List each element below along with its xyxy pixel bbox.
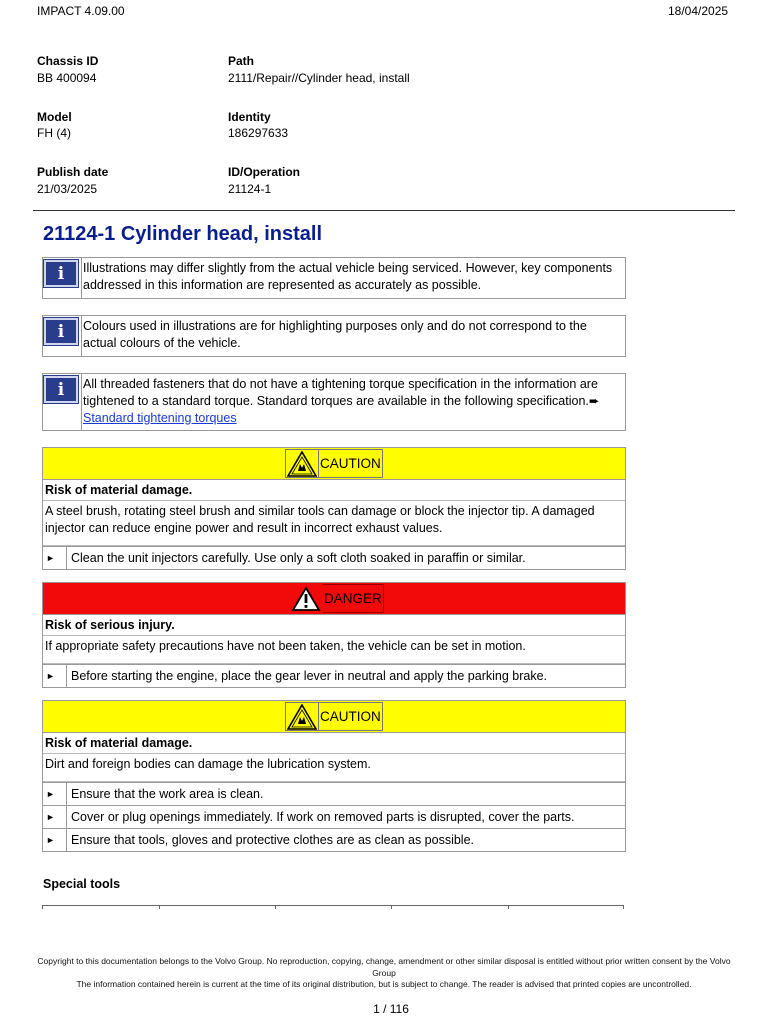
risk-heading: Risk of material damage. — [43, 733, 625, 754]
caution-box-lubrication — [42, 700, 626, 852]
risk-description: If appropriate safety precautions have not been taken, the vehicle can be set in motion. — [43, 636, 625, 664]
app-version: IMPACT 4.09.00 — [37, 4, 125, 18]
caution-hand-warning-icon — [285, 702, 319, 731]
standard-torques-link[interactable]: Standard tightening torques — [83, 411, 237, 425]
info-icon: i — [44, 318, 78, 345]
risk-description: A steel brush, rotating steel brush and similar tools can damage or block the injector tip. A damaged injector can reduce engine power and result in incorrect exhaust values. — [43, 501, 625, 546]
step-item — [43, 783, 625, 805]
print-date: 18/04/2025 — [668, 4, 729, 18]
chassis-id-value: BB 400094 — [37, 71, 97, 85]
publish-date-value: 21/03/2025 — [37, 182, 98, 196]
model-label: Model — [37, 110, 72, 124]
danger-label: DANGER — [323, 584, 384, 613]
risk-heading: Risk of material damage. — [43, 480, 625, 501]
step-item — [43, 665, 625, 687]
info-icon: i — [44, 376, 78, 403]
info-box-colours — [42, 315, 626, 357]
danger-exclamation-icon — [289, 584, 323, 613]
danger-box-motion — [42, 582, 626, 688]
step-item — [43, 547, 625, 569]
chassis-id-label: Chassis ID — [37, 54, 99, 68]
caution-label: CAUTION — [319, 449, 383, 478]
special-tools-heading: Special tools — [43, 877, 121, 891]
caution-bar — [43, 701, 625, 733]
step-text: Ensure that tools, gloves and protective clothes are as clean as possible. — [71, 833, 475, 847]
info-text: Illustrations may differ slightly from the actual vehicle being serviced. However, key components addressed in this information are represented as accurately as possible. — [83, 261, 613, 292]
info-text-body: All threaded fasteners that do not have a tightening torque specification in the information are tightened to a standard torque. Standard torques are available in the following specification. — [83, 377, 598, 408]
info-icon: i — [44, 260, 78, 287]
bullet-arrow-icon: ► — [43, 547, 67, 569]
info-box-illustrations — [42, 257, 626, 299]
bullet-arrow-icon: ► — [43, 806, 67, 828]
path-label: Path — [228, 54, 255, 68]
step-text: Ensure that the work area is clean. — [71, 787, 264, 801]
page-number: 1 / 116 — [373, 1002, 409, 1016]
link-arrow-icon: ➨ — [588, 394, 600, 408]
page-title: 21124-1 Cylinder head, install — [43, 223, 323, 245]
bullet-arrow-icon: ► — [43, 829, 67, 851]
caution-label: CAUTION — [319, 702, 383, 731]
bullet-arrow-icon: ► — [43, 665, 67, 687]
risk-description: Dirt and foreign bodies can damage the lubrication system. — [43, 754, 625, 782]
risk-heading: Risk of serious injury. — [43, 615, 625, 636]
step-text: Cover or plug openings immediately. If work on removed parts is disrupted, cover the parts. — [71, 810, 575, 824]
caution-bar — [43, 448, 625, 480]
danger-bar — [43, 583, 625, 615]
info-text — [82, 374, 625, 430]
info-text: Colours used in illustrations are for highlighting purposes only and do not correspond to the actual colours of the vehicle. — [83, 319, 587, 350]
step-text: Before starting the engine, place the gear lever in neutral and apply the parking brake. — [71, 669, 548, 683]
id-operation-label: ID/Operation — [228, 165, 301, 179]
step-item — [43, 805, 625, 828]
header-divider — [33, 210, 735, 211]
step-text: Clean the unit injectors carefully. Use only a soft cloth soaked in paraffin or similar. — [71, 551, 526, 565]
id-operation-value: 21124-1 — [228, 182, 272, 196]
identity-value: 186297633 — [228, 126, 289, 140]
identity-label: Identity — [228, 110, 271, 124]
bullet-arrow-icon: ► — [43, 783, 67, 805]
footer-copyright: Copyright to this documentation belongs to the Volvo Group. No reproduction, copying, change, amendment or other similar disposal is entitled without prior written consent by the Volvo Group — [37, 956, 731, 978]
publish-date-label: Publish date — [37, 165, 109, 179]
caution-box-injector — [42, 447, 626, 570]
footer-notice: The information contained herein is current at the time of its original distribution, but is subject to change. The reader is advised that printed copies are uncontrolled. — [76, 979, 692, 989]
caution-hand-warning-icon — [285, 449, 319, 478]
special-tools-table-edge — [42, 905, 624, 910]
step-item — [43, 828, 625, 851]
info-box-torques — [42, 373, 626, 431]
model-value: FH (4) — [37, 126, 71, 140]
path-value: 2111/Repair//Cylinder head, install — [228, 71, 410, 85]
